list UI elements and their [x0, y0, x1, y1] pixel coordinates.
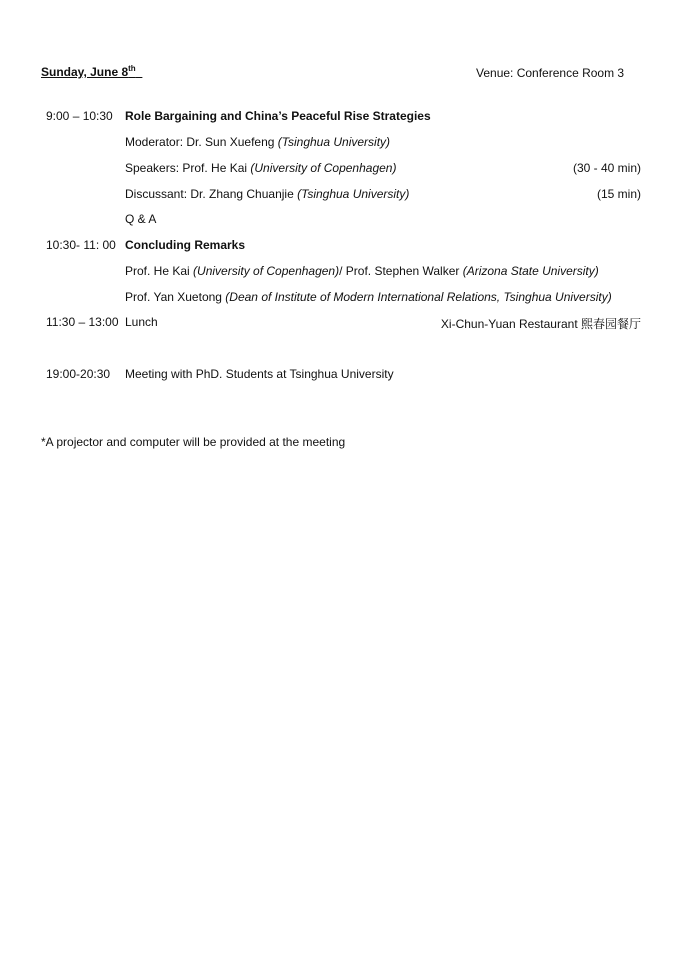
- speakers-name: Speakers: Prof. He Kai: [125, 161, 251, 175]
- day-heading: [41, 64, 142, 79]
- remarks-affiliation-3: (Dean of Institute of Modern International Relations, Tsinghua University): [225, 290, 612, 304]
- lunch-time: 11:30 – 13:00: [46, 315, 119, 329]
- remarks-affiliation-2: (Arizona State University): [462, 264, 599, 278]
- day-suffix: th: [128, 64, 136, 73]
- day-label: Sunday, June 8: [41, 65, 129, 79]
- session1-title: Role Bargaining and China’s Peaceful Rise Strategies: [125, 109, 431, 123]
- remarks-affiliation-1: (University of Copenhagen): [193, 264, 340, 278]
- discussant-row: [0, 187, 673, 205]
- moderator-affiliation: (Tsinghua University): [277, 135, 391, 149]
- remarks-row-1: [0, 264, 673, 282]
- evening-time: 19:00-20:30: [46, 367, 111, 381]
- discussant-affiliation: (Tsinghua University): [297, 187, 410, 201]
- speakers-line: [125, 161, 396, 175]
- speakers-row: [0, 161, 673, 179]
- lunch-place: Xi-Chun-Yuan Restaurant 熙春园餐厅: [440, 317, 641, 331]
- session2-title-row: [0, 238, 673, 256]
- lunch-label: Lunch: [125, 315, 158, 329]
- evening-label: Meeting with PhD. Students at Tsinghua University: [125, 367, 394, 381]
- speakers-affiliation: (University of Copenhagen): [250, 161, 397, 175]
- footnote: *A projector and computer will be provided at the meeting: [41, 435, 346, 449]
- discussant-line: [125, 187, 409, 201]
- remarks-line-1: [125, 264, 599, 278]
- remarks-speaker-2: / Prof. Stephen Walker: [339, 264, 463, 278]
- lunch-row: [0, 315, 673, 333]
- speakers-duration: (30 - 40 min): [572, 161, 641, 175]
- qa-row: [0, 212, 673, 230]
- remarks-line-2: [125, 290, 612, 304]
- venue-label: Venue: Conference Room 3: [476, 66, 625, 80]
- session2-time: 10:30- 11: 00: [46, 238, 116, 252]
- evening-row: [0, 367, 673, 385]
- moderator-line: [125, 135, 390, 149]
- remarks-speaker-1: Prof. He Kai: [125, 264, 194, 278]
- moderator-name: Moderator: Dr. Sun Xuefeng: [125, 135, 278, 149]
- qa-label: Q & A: [125, 212, 157, 226]
- moderator-row: [0, 135, 673, 153]
- discussant-name: Discussant: Dr. Zhang Chuanjie: [125, 187, 298, 201]
- discussant-duration: (15 min): [596, 187, 641, 201]
- session1-time: 9:00 – 10:30: [46, 109, 113, 123]
- session2-title: Concluding Remarks: [125, 238, 246, 252]
- remarks-speaker-3: Prof. Yan Xuetong: [125, 290, 226, 304]
- session1-title-row: [0, 109, 673, 127]
- remarks-row-2: [0, 290, 673, 308]
